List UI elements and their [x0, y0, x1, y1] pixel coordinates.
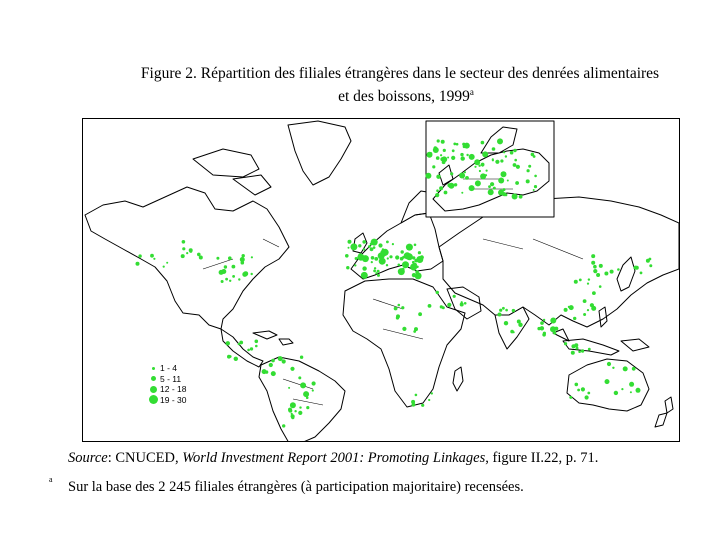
- subsidiary-dot: [362, 255, 369, 262]
- subsidiary-dot: [348, 247, 350, 249]
- subsidiary-dot: [649, 264, 652, 267]
- subsidiary-dot: [229, 280, 231, 282]
- subsidiary-dot: [386, 241, 389, 244]
- subsidiary-dot: [395, 255, 399, 259]
- subsidiary-dot: [497, 138, 503, 144]
- subsidiary-dot: [436, 291, 439, 294]
- subsidiary-dot: [386, 264, 388, 266]
- subsidiary-dot: [505, 155, 507, 157]
- subsidiary-dot: [593, 269, 597, 273]
- subsidiary-dot: [300, 356, 303, 359]
- subsidiary-dot: [375, 272, 377, 274]
- subsidiary-dot: [398, 268, 405, 275]
- subsidiary-dot: [443, 149, 446, 152]
- subsidiary-dot: [623, 366, 628, 371]
- subsidiary-dot: [241, 261, 245, 265]
- subsidiary-dot: [482, 165, 484, 167]
- subsidiary-dot: [282, 424, 285, 427]
- subsidiary-dot: [587, 392, 590, 395]
- legend-item: [146, 374, 186, 385]
- greenland-outline: [288, 121, 351, 185]
- subsidiary-dot: [526, 179, 530, 183]
- subsidiary-dot: [377, 270, 380, 273]
- source-suffix: , figure II.22, p. 71.: [485, 450, 599, 466]
- subsidiary-dot: [362, 240, 366, 244]
- subsidiary-dot: [564, 308, 568, 312]
- subsidiary-dot: [226, 341, 230, 345]
- subsidiary-dot: [392, 243, 394, 245]
- subsidiary-dot: [358, 253, 362, 257]
- subsidiary-dot: [534, 175, 537, 178]
- subsidiary-dot: [229, 355, 232, 358]
- subsidiary-dot: [452, 149, 455, 152]
- subsidiary-dot: [464, 171, 466, 173]
- subsidiary-dot: [434, 146, 438, 150]
- subsidiary-dot: [312, 381, 316, 385]
- note-mark: a: [49, 475, 53, 484]
- subsidiary-dot: [550, 318, 556, 324]
- subsidiary-dot: [199, 256, 203, 260]
- subsidiary-dot: [540, 326, 544, 330]
- subsidiary-dot: [533, 189, 535, 191]
- source-line: [68, 450, 598, 467]
- new-zealand-outline: [655, 397, 673, 427]
- subsidiary-dot: [136, 262, 140, 266]
- subsidiary-dot: [371, 256, 375, 260]
- subsidiary-dot: [531, 153, 535, 157]
- subsidiary-dot: [255, 340, 259, 344]
- subsidiary-dot: [448, 183, 454, 189]
- subsidiary-dot: [412, 403, 416, 407]
- subsidiary-dot: [247, 349, 250, 352]
- subsidiary-dot: [479, 170, 481, 172]
- subsidiary-dot: [410, 264, 417, 271]
- subsidiary-dot: [502, 307, 505, 310]
- subsidiary-dot: [459, 173, 465, 179]
- subsidiary-dots: [136, 138, 653, 427]
- subsidiary-dot: [512, 309, 515, 312]
- subsidiary-dot: [163, 266, 165, 268]
- subsidiary-dot: [251, 273, 253, 275]
- subsidiary-dot: [629, 382, 634, 387]
- subsidiary-dot: [488, 185, 491, 188]
- subsidiary-dot: [632, 367, 636, 371]
- subsidiary-dot: [288, 408, 292, 412]
- subsidiary-dot: [290, 367, 294, 371]
- subsidiary-dot: [486, 170, 488, 172]
- subsidiary-dot: [303, 391, 309, 397]
- subsidiary-dot: [288, 387, 290, 389]
- figure-title-line-2: [100, 83, 700, 106]
- north-america-outline: [85, 187, 289, 329]
- source-agency: : CNUCED,: [107, 450, 183, 466]
- subsidiary-dot: [498, 313, 502, 317]
- subsidiary-dot: [271, 371, 276, 376]
- subsidiary-dot: [373, 270, 376, 273]
- figure-title-line-1: Figure 2. Répartition des filiales étrangères dans le secteur des denrées alimentaires: [140, 65, 660, 82]
- subsidiary-dot: [373, 246, 376, 249]
- legend-item: [146, 395, 186, 406]
- subsidiary-dot: [221, 269, 226, 274]
- subsidiary-dot: [255, 345, 258, 348]
- subsidiary-dot: [453, 143, 456, 146]
- indonesia-outline: [553, 329, 649, 355]
- subsidiary-dot: [440, 305, 443, 308]
- subsidiary-dot: [464, 146, 466, 148]
- subsidiary-dot: [432, 165, 435, 168]
- subsidiary-dot: [518, 323, 522, 327]
- subsidiary-dot: [583, 313, 586, 316]
- subsidiary-dot: [469, 185, 475, 191]
- subsidiary-dot: [189, 250, 192, 253]
- subsidiary-dot: [464, 302, 467, 305]
- subsidiary-dot: [482, 151, 488, 157]
- subsidiary-dot: [312, 389, 314, 391]
- subsidiary-dot: [474, 159, 480, 165]
- subsidiary-dot: [480, 173, 486, 179]
- subsidiary-dot: [474, 166, 476, 168]
- subsidiary-dot: [385, 250, 388, 253]
- subsidiary-dot: [534, 185, 537, 188]
- subsidiary-dot: [454, 183, 457, 186]
- subsidiary-dot: [453, 295, 456, 298]
- subsidiary-dot: [138, 254, 141, 257]
- subsidiary-dot: [216, 257, 219, 260]
- subsidiary-dot: [540, 321, 544, 325]
- subsidiary-dot: [488, 189, 494, 195]
- subsidiary-dot: [346, 266, 349, 269]
- subsidiary-dot: [477, 181, 479, 183]
- subsidiary-dot: [578, 350, 581, 353]
- subsidiary-dot: [414, 244, 417, 247]
- europe-inset-frame: [426, 121, 554, 217]
- subsidiary-dot: [294, 410, 296, 412]
- subsidiary-dot: [591, 254, 595, 258]
- subsidiary-dot: [153, 258, 155, 260]
- subsidiary-dot: [186, 252, 188, 254]
- madagascar-outline: [453, 367, 463, 391]
- figure-title-line-2-text: et des boissons, 1999: [338, 88, 470, 106]
- subsidiary-dot: [436, 156, 440, 160]
- subsidiary-dot: [238, 278, 240, 280]
- subsidiary-dot: [493, 187, 496, 190]
- subsidiary-dot: [460, 153, 463, 156]
- subsidiary-dot: [150, 254, 154, 258]
- subsidiary-dot: [630, 391, 632, 393]
- subsidiary-dot: [361, 272, 368, 279]
- subsidiary-dot: [414, 327, 418, 331]
- subsidiary-dot: [513, 149, 516, 152]
- legend-dot-xlarge: [149, 395, 158, 404]
- subsidiary-dot: [465, 176, 469, 180]
- subsidiary-dot: [440, 157, 444, 161]
- subsidiary-dot: [428, 399, 430, 401]
- subsidiary-dot: [516, 165, 520, 169]
- subsidiary-dot: [221, 280, 224, 283]
- subsidiary-dot: [368, 245, 371, 248]
- subsidiary-dot: [596, 273, 600, 277]
- subsidiary-dot: [415, 394, 418, 397]
- subsidiary-dot: [591, 261, 595, 265]
- caribbean-outline: [253, 331, 293, 345]
- subsidiary-dot: [481, 141, 485, 145]
- legend-label: 1 - 4: [160, 363, 178, 373]
- subsidiary-dot: [514, 159, 517, 162]
- subsidiary-dot: [571, 351, 575, 355]
- subsidiary-dot: [374, 257, 378, 261]
- subsidiary-dot: [504, 321, 508, 325]
- subsidiary-dot: [418, 312, 422, 316]
- subsidiary-dot: [436, 175, 440, 179]
- legend-dot-small: [152, 367, 155, 370]
- subsidiary-dot: [242, 272, 247, 277]
- legend-label: 5 - 11: [160, 373, 182, 384]
- subsidiary-dot: [593, 265, 597, 269]
- subsidiary-dot: [225, 278, 228, 281]
- subsidiary-dot: [306, 406, 309, 409]
- subsidiary-dot: [412, 273, 416, 277]
- subsidiary-dot: [636, 388, 641, 393]
- subsidiary-dot: [298, 411, 302, 415]
- subsidiary-dot: [262, 369, 267, 374]
- subsidiary-dot: [396, 316, 399, 319]
- subsidiary-dot: [377, 274, 380, 277]
- subsidiary-dot: [418, 251, 421, 254]
- subsidiary-dot: [640, 272, 643, 275]
- subsidiary-dot: [416, 256, 423, 263]
- subsidiary-dot: [242, 254, 245, 257]
- subsidiary-dot: [371, 261, 373, 263]
- subsidiary-dot: [649, 258, 652, 261]
- subsidiary-dot: [507, 180, 509, 182]
- subsidiary-dot: [621, 388, 623, 390]
- subsidiary-dot: [587, 309, 589, 311]
- subsidiary-dot: [436, 189, 439, 192]
- subsidiary-dot: [444, 191, 448, 195]
- subsidiary-dot: [607, 362, 611, 366]
- subsidiary-dot: [358, 244, 361, 247]
- subsidiary-dot: [370, 247, 374, 251]
- subsidiary-dot: [437, 139, 440, 142]
- subsidiary-dot: [492, 158, 494, 160]
- africa-outline: [343, 279, 465, 407]
- subsidiary-dot: [588, 348, 591, 351]
- subsidiary-dot: [527, 169, 530, 172]
- subsidiary-dot: [224, 265, 227, 268]
- subsidiary-dot: [234, 357, 238, 361]
- subsidiary-dot: [441, 140, 445, 144]
- legend-dot-medium: [151, 376, 156, 381]
- legend-label: 12 - 18: [160, 384, 187, 394]
- subsidiary-dot: [447, 157, 449, 159]
- subsidiary-dot: [271, 359, 275, 363]
- subsidiary-dot: [574, 343, 578, 347]
- subsidiary-dot: [166, 262, 168, 264]
- subsidiary-dot: [469, 154, 475, 160]
- subsidiary-dot: [614, 391, 618, 395]
- figure-title: [100, 64, 700, 106]
- south-america-outline: [259, 357, 345, 442]
- subsidiary-dot: [278, 356, 283, 361]
- subsidiary-dot: [402, 327, 406, 331]
- subsidiary-dot: [461, 156, 465, 160]
- subsidiary-dot: [513, 163, 517, 167]
- subsidiary-dot: [450, 172, 453, 175]
- subsidiary-dot: [232, 265, 236, 269]
- subsidiary-dot: [501, 171, 507, 177]
- subsidiary-dot: [429, 152, 432, 155]
- subsidiary-dot: [181, 254, 185, 258]
- subsidiary-dot: [604, 272, 608, 276]
- source-report: World Investment Report 2001: Promoting Linkages: [182, 450, 486, 466]
- subsidiary-dot: [350, 243, 357, 250]
- subsidiary-dot: [498, 190, 504, 196]
- subsidiary-dot: [435, 193, 439, 197]
- subsidiary-dot: [503, 151, 505, 153]
- subsidiary-dot: [492, 147, 496, 151]
- subsidiary-dot: [515, 181, 519, 185]
- source-prefix: Source: [68, 450, 108, 466]
- subsidiary-dot: [182, 240, 186, 244]
- subsidiary-dot: [439, 186, 443, 190]
- subsidiary-dot: [290, 402, 296, 408]
- subsidiary-dot: [592, 291, 596, 295]
- subsidiary-dot: [581, 387, 585, 391]
- subsidiary-dot: [554, 327, 558, 331]
- title-footnote-mark: a: [469, 87, 474, 97]
- subsidiary-dot: [500, 159, 503, 162]
- subsidiary-dot: [581, 349, 584, 352]
- subsidiary-dot: [354, 264, 356, 266]
- australia-outline: [567, 359, 649, 411]
- subsidiary-dot: [401, 306, 404, 309]
- subsidiary-dot: [564, 342, 567, 345]
- subsidiary-dot: [374, 267, 376, 269]
- subsidiary-dot: [490, 182, 494, 186]
- subsidiary-dot: [355, 257, 358, 260]
- subsidiary-dot: [406, 244, 413, 251]
- subsidiary-dot: [588, 278, 590, 280]
- subsidiary-dot: [466, 154, 468, 156]
- subsidiary-dot: [300, 382, 306, 388]
- subsidiary-dot: [345, 254, 349, 258]
- subsidiary-dot: [404, 252, 411, 259]
- subsidiary-dot: [348, 240, 352, 244]
- subsidiary-dot: [610, 270, 614, 274]
- subsidiary-dot: [510, 151, 514, 155]
- subsidiary-dot: [528, 165, 531, 168]
- legend-dot-large: [150, 386, 157, 393]
- subsidiary-dot: [378, 243, 382, 247]
- subsidiary-dot: [409, 245, 411, 247]
- subsidiary-dot: [228, 256, 232, 260]
- subsidiary-dot: [576, 347, 579, 350]
- subsidiary-dot: [362, 266, 366, 270]
- subsidiary-dot: [250, 347, 253, 350]
- map-legend: [146, 363, 186, 405]
- legend-item: [146, 363, 186, 374]
- subsidiary-dot: [291, 413, 293, 415]
- subsidiary-dot: [617, 268, 620, 271]
- subsidiary-dot: [612, 367, 614, 369]
- subsidiary-dot: [456, 143, 459, 146]
- subsidiary-dot: [599, 264, 603, 268]
- subsidiary-dot: [371, 239, 378, 246]
- subsidiary-dot: [431, 392, 433, 394]
- subsidiary-dot: [583, 299, 587, 303]
- subsidiary-dot: [415, 270, 419, 274]
- subsidiary-dot: [291, 416, 294, 419]
- subsidiary-dot: [519, 195, 523, 199]
- subsidiary-dot: [568, 306, 570, 308]
- legend-item: [146, 384, 186, 395]
- subsidiary-dot: [398, 264, 401, 267]
- subsidiary-dot: [579, 279, 582, 282]
- subsidiary-dot: [269, 363, 273, 367]
- subsidiary-dot: [461, 192, 463, 194]
- subsidiary-dot: [401, 250, 404, 253]
- subsidiary-dot: [498, 178, 504, 184]
- subsidiary-dot: [447, 303, 451, 307]
- subsidiary-dot: [232, 275, 235, 278]
- subsidiary-dot: [543, 332, 546, 335]
- subsidiary-dot: [398, 304, 401, 307]
- subsidiary-dot: [251, 256, 253, 258]
- subsidiary-dot: [299, 406, 301, 408]
- subsidiary-dot: [634, 266, 638, 270]
- subsidiary-dot: [451, 156, 455, 160]
- subsidiary-dot: [577, 389, 580, 392]
- subsidiary-dot: [499, 309, 502, 312]
- arctic-islands-outline: [193, 149, 271, 195]
- subsidiary-dot: [585, 395, 589, 399]
- subsidiary-dot: [298, 376, 301, 379]
- subsidiary-dot: [389, 255, 392, 258]
- subsidiary-dot: [510, 330, 514, 334]
- subsidiary-dot: [428, 304, 432, 308]
- japan-outline: [617, 257, 635, 291]
- subsidiary-dot: [512, 194, 518, 200]
- subsidiary-dot: [590, 303, 594, 307]
- subsidiary-dot: [387, 257, 389, 259]
- note-text: Sur la base des 2 245 filiales étrangères (à participation majoritaire) recensées.: [68, 479, 524, 495]
- subsidiary-dot: [599, 285, 602, 288]
- subsidiary-dot: [587, 283, 589, 285]
- subsidiary-dot: [543, 319, 545, 321]
- subsidiary-dot: [425, 173, 431, 179]
- subsidiary-dot: [394, 307, 398, 311]
- subsidiary-dot: [505, 309, 508, 312]
- subsidiary-dot: [569, 396, 572, 399]
- subsidiary-dot: [460, 303, 464, 307]
- subsidiary-dot: [575, 383, 579, 387]
- subsidiary-dot: [495, 160, 499, 164]
- subsidiary-dot: [363, 248, 365, 250]
- subsidiary-dot: [239, 341, 243, 345]
- subsidiary-dot: [605, 379, 610, 384]
- subsidiary-dot: [574, 280, 578, 284]
- legend-label: 19 - 30: [160, 394, 187, 405]
- subsidiary-dot: [400, 257, 404, 261]
- subsidiary-dot: [421, 404, 424, 407]
- subsidiary-dot: [478, 165, 480, 167]
- subsidiary-dot: [402, 261, 409, 268]
- subsidiary-dot: [573, 317, 576, 320]
- subsidiary-dot: [440, 154, 442, 156]
- subsidiary-dot: [182, 247, 185, 250]
